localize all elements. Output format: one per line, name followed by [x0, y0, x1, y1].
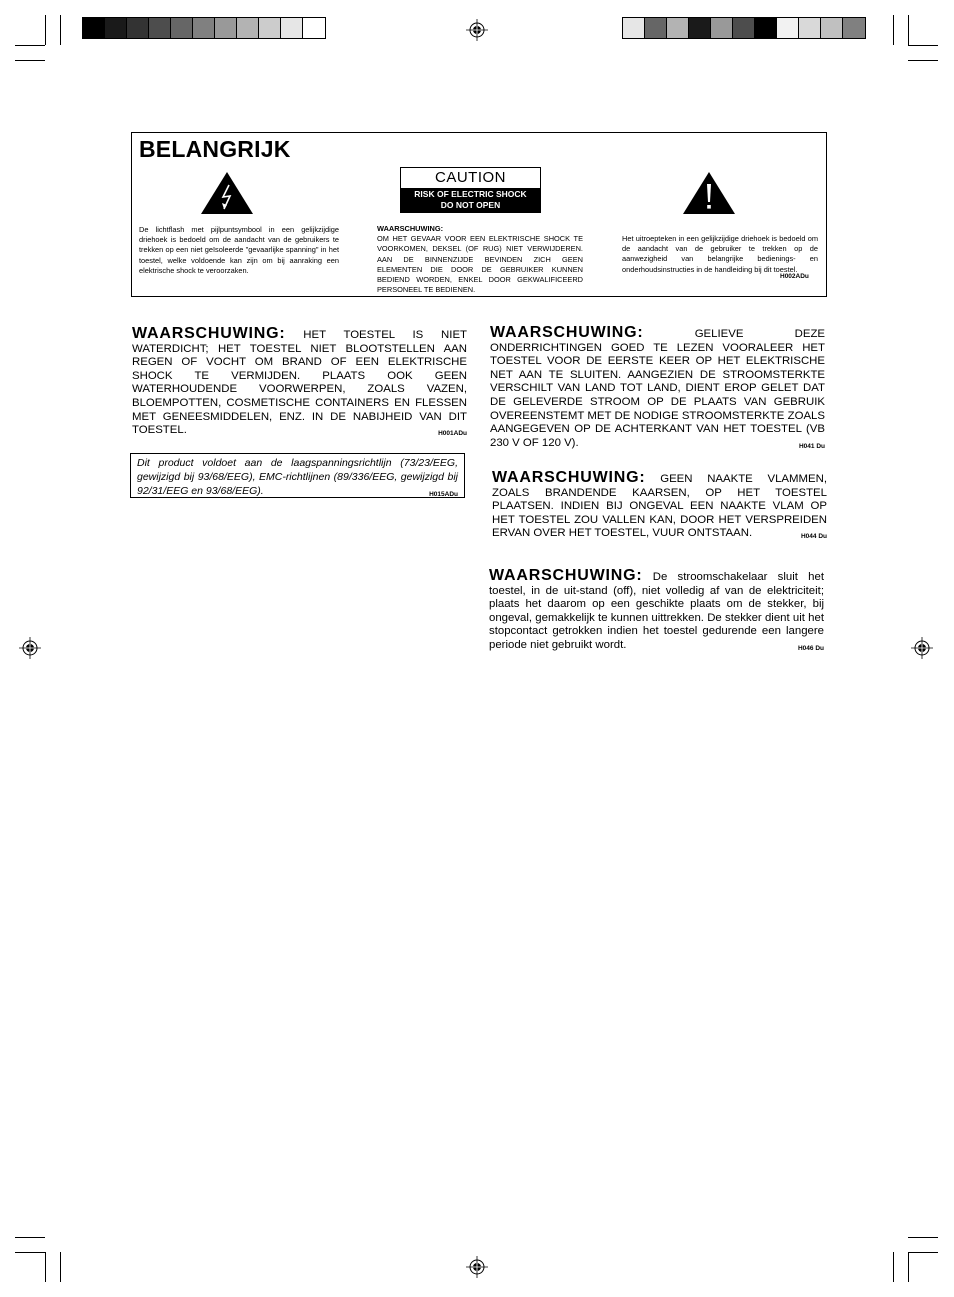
- document-code: H044 Du: [800, 533, 827, 541]
- color-swatch: [711, 18, 733, 38]
- crop-mark: [893, 1252, 894, 1282]
- color-swatch: [843, 18, 865, 38]
- warning-text: De stroomschakelaar sluit het toestel, in de uit-stand (off), niet volledig af van de elektriciteit; plaats het daarom op een geschikte plaats om de stekker, bij ongeval, gemakkelijk te kunnen uittrekken. De stekker dient uit het stopcontact getrokken indien het toestel gedurende een langere periode niet gebruikt wordt.: [489, 571, 825, 651]
- color-swatch: [193, 18, 215, 38]
- color-swatch: [689, 18, 711, 38]
- crop-mark: [15, 60, 45, 61]
- crop-mark: [908, 60, 938, 61]
- crop-mark: [908, 1252, 938, 1253]
- color-bar-left: [82, 17, 326, 39]
- color-swatch: [171, 18, 193, 38]
- color-swatch: [667, 18, 689, 38]
- document-code: H002ADu: [780, 273, 809, 280]
- crop-mark: [45, 15, 46, 45]
- color-swatch: [623, 18, 645, 38]
- warning-text: GELIEVE DEZE ONDERRICHTINGEN GOED TE LEZEN VOORALEER HET TOESTEL VOOR DE EERSTE KEER OP HET ELEKTRISCHE NET AAN TE SLUITEN. AANGEZIEN DE STROOMSTERKTE VERSCHILT VAN LAND TOT LAND, DIENT EROP GELET DAT DE GELEVERDE STROOM OP DE PLAATS VAN GEBRUIK OVEREENSTEMT MET DE NODIGE STROOMSTERKTE ZOALS AANGEGEVEN OP DE ACHTERKANT VAN HET TOESTEL (VB 230 V OF 120 V).: [490, 328, 825, 449]
- eeg-compliance-box: [130, 453, 465, 498]
- caution-label-line1: RISK OF ELECTRIC SHOCK: [414, 189, 527, 199]
- warning-heading: WAARSCHUWING:: [489, 567, 643, 584]
- color-swatch: [127, 18, 149, 38]
- eeg-compliance-text: Dit product voldoet aan de laagspanningsrichtlijn (73/23/EEG, gewijzigd bij 93/68/EEG), EMC-richtlijnen (89/336/EEG, gewijzigd bij 92/31/EEG en 93/68/EEG).: [137, 457, 458, 497]
- exclamation-explanation: Het uitroepteken in een gelijkzijdige driehoek is bedoeld om de aandacht van de gebruiker te trekken op de aanwezigheid van belangrijke bedienings- en onderhoudsinstructies in de handleiding bij dit toestel.: [622, 234, 818, 274]
- warning-open-flames: [492, 471, 827, 544]
- document-code: H001ADu: [438, 430, 467, 438]
- color-swatch: [777, 18, 799, 38]
- important-title: BELANGRIJK: [139, 136, 291, 162]
- color-swatch: [215, 18, 237, 38]
- crop-mark: [45, 1252, 46, 1282]
- color-swatch: [733, 18, 755, 38]
- color-swatch: [259, 18, 281, 38]
- warning-waterproof: [132, 327, 467, 441]
- caution-label-line2: DO NOT OPEN: [440, 200, 501, 210]
- crop-mark: [15, 45, 45, 46]
- lightning-triangle-icon: [200, 171, 254, 215]
- warning-text: HET TOESTEL IS NIET WATERDICHT; HET TOESTEL NIET BLOOTSTELLEN AAN REGEN OF VOCHT OM BRAND OF EEN ELEKTRISCHE SHOCK TE VERMIJDEN. PLAATS OOK GEEN WATERHOUDENDE VOORWERPEN, ZOALS VAZEN, BLOEMPOTTEN, COSMETISCHE CONTAINERS EN FLESSEN MET GENEESMIDDELEN, ENZ. IN DE NABIJHEID VAN DIT TOESTEL.: [132, 329, 467, 437]
- color-swatch: [645, 18, 667, 38]
- caution-label: [400, 167, 541, 213]
- crop-mark: [908, 45, 938, 46]
- crop-mark: [60, 15, 61, 45]
- crop-mark: [908, 15, 909, 45]
- color-swatch: [237, 18, 259, 38]
- document-code: H041 Du: [798, 442, 825, 450]
- caution-explanation-heading: WAARSCHUWING:: [377, 224, 444, 233]
- color-bar-right: [622, 17, 866, 39]
- warning-heading: WAARSCHUWING:: [132, 325, 286, 342]
- color-swatch: [281, 18, 303, 38]
- color-swatch: [799, 18, 821, 38]
- color-swatch: [303, 18, 325, 38]
- registration-target-icon: [911, 637, 933, 659]
- warning-text: GEEN NAAKTE VLAMMEN, ZOALS BRANDENDE KAARSEN, OP HET TOESTEL PLAATSEN. INDIEN BIJ ONGEVAL EEN NAAKTE VLAM OP HET TOESTEL ZOU VALLEN KAN, DOOR HET VERSPREIDEN ERVAN OVER HET TOESTEL, VUUR ONTSTAAN.: [492, 473, 827, 540]
- warning-heading: WAARSCHUWING:: [492, 469, 646, 486]
- warning-heading: WAARSCHUWING:: [490, 324, 644, 341]
- caution-explanation: [377, 224, 583, 295]
- crop-mark: [908, 1252, 909, 1282]
- crop-mark: [15, 1237, 45, 1238]
- document-code: H015ADu: [429, 490, 458, 498]
- crop-mark: [908, 1237, 938, 1238]
- caution-label-title: CAUTION: [401, 168, 540, 188]
- color-swatch: [755, 18, 777, 38]
- registration-target-icon: [19, 637, 41, 659]
- warning-power-switch: [489, 569, 824, 656]
- registration-target-icon: [466, 1256, 488, 1278]
- crop-mark: [893, 15, 894, 45]
- caution-label-warning: [401, 188, 540, 212]
- crop-mark: [15, 1252, 45, 1253]
- caution-explanation-text: OM HET GEVAAR VOOR EEN ELEKTRISCHE SHOCK TE VOORKOMEN, DEKSEL (OF RUG) NIET VERWIJDEREN. AAN DE BINNENZIJDE BEVINDEN ZICH GEEN ELEMENTEN DIE DOOR DE GEBRUIKER KUNNEN BEDIEND WORDEN, ENKEL DOOR GEKWALIFICEERD PERSONEEL TE BEDIENEN.: [377, 234, 583, 295]
- color-swatch: [105, 18, 127, 38]
- registration-target-icon: [466, 19, 488, 41]
- color-swatch: [83, 18, 105, 38]
- crop-mark: [60, 1252, 61, 1282]
- lightning-explanation: De lichtflash met pijlpuntsymbool in een gelijkzijdige driehoek is bedoeld om de aandacht van de gebruikers te trekken op een niet geïsoleerde "gevaarlijke spanning" in het toestel, welke voldoende kan zijn om bij aanraking een elektrische shock te veroorzaken.: [139, 225, 339, 275]
- document-code: H046 Du: [797, 644, 824, 652]
- exclamation-triangle-icon: [682, 171, 736, 215]
- important-notice-box: [131, 132, 827, 297]
- color-swatch: [821, 18, 843, 38]
- warning-voltage: [490, 326, 825, 453]
- color-swatch: [149, 18, 171, 38]
